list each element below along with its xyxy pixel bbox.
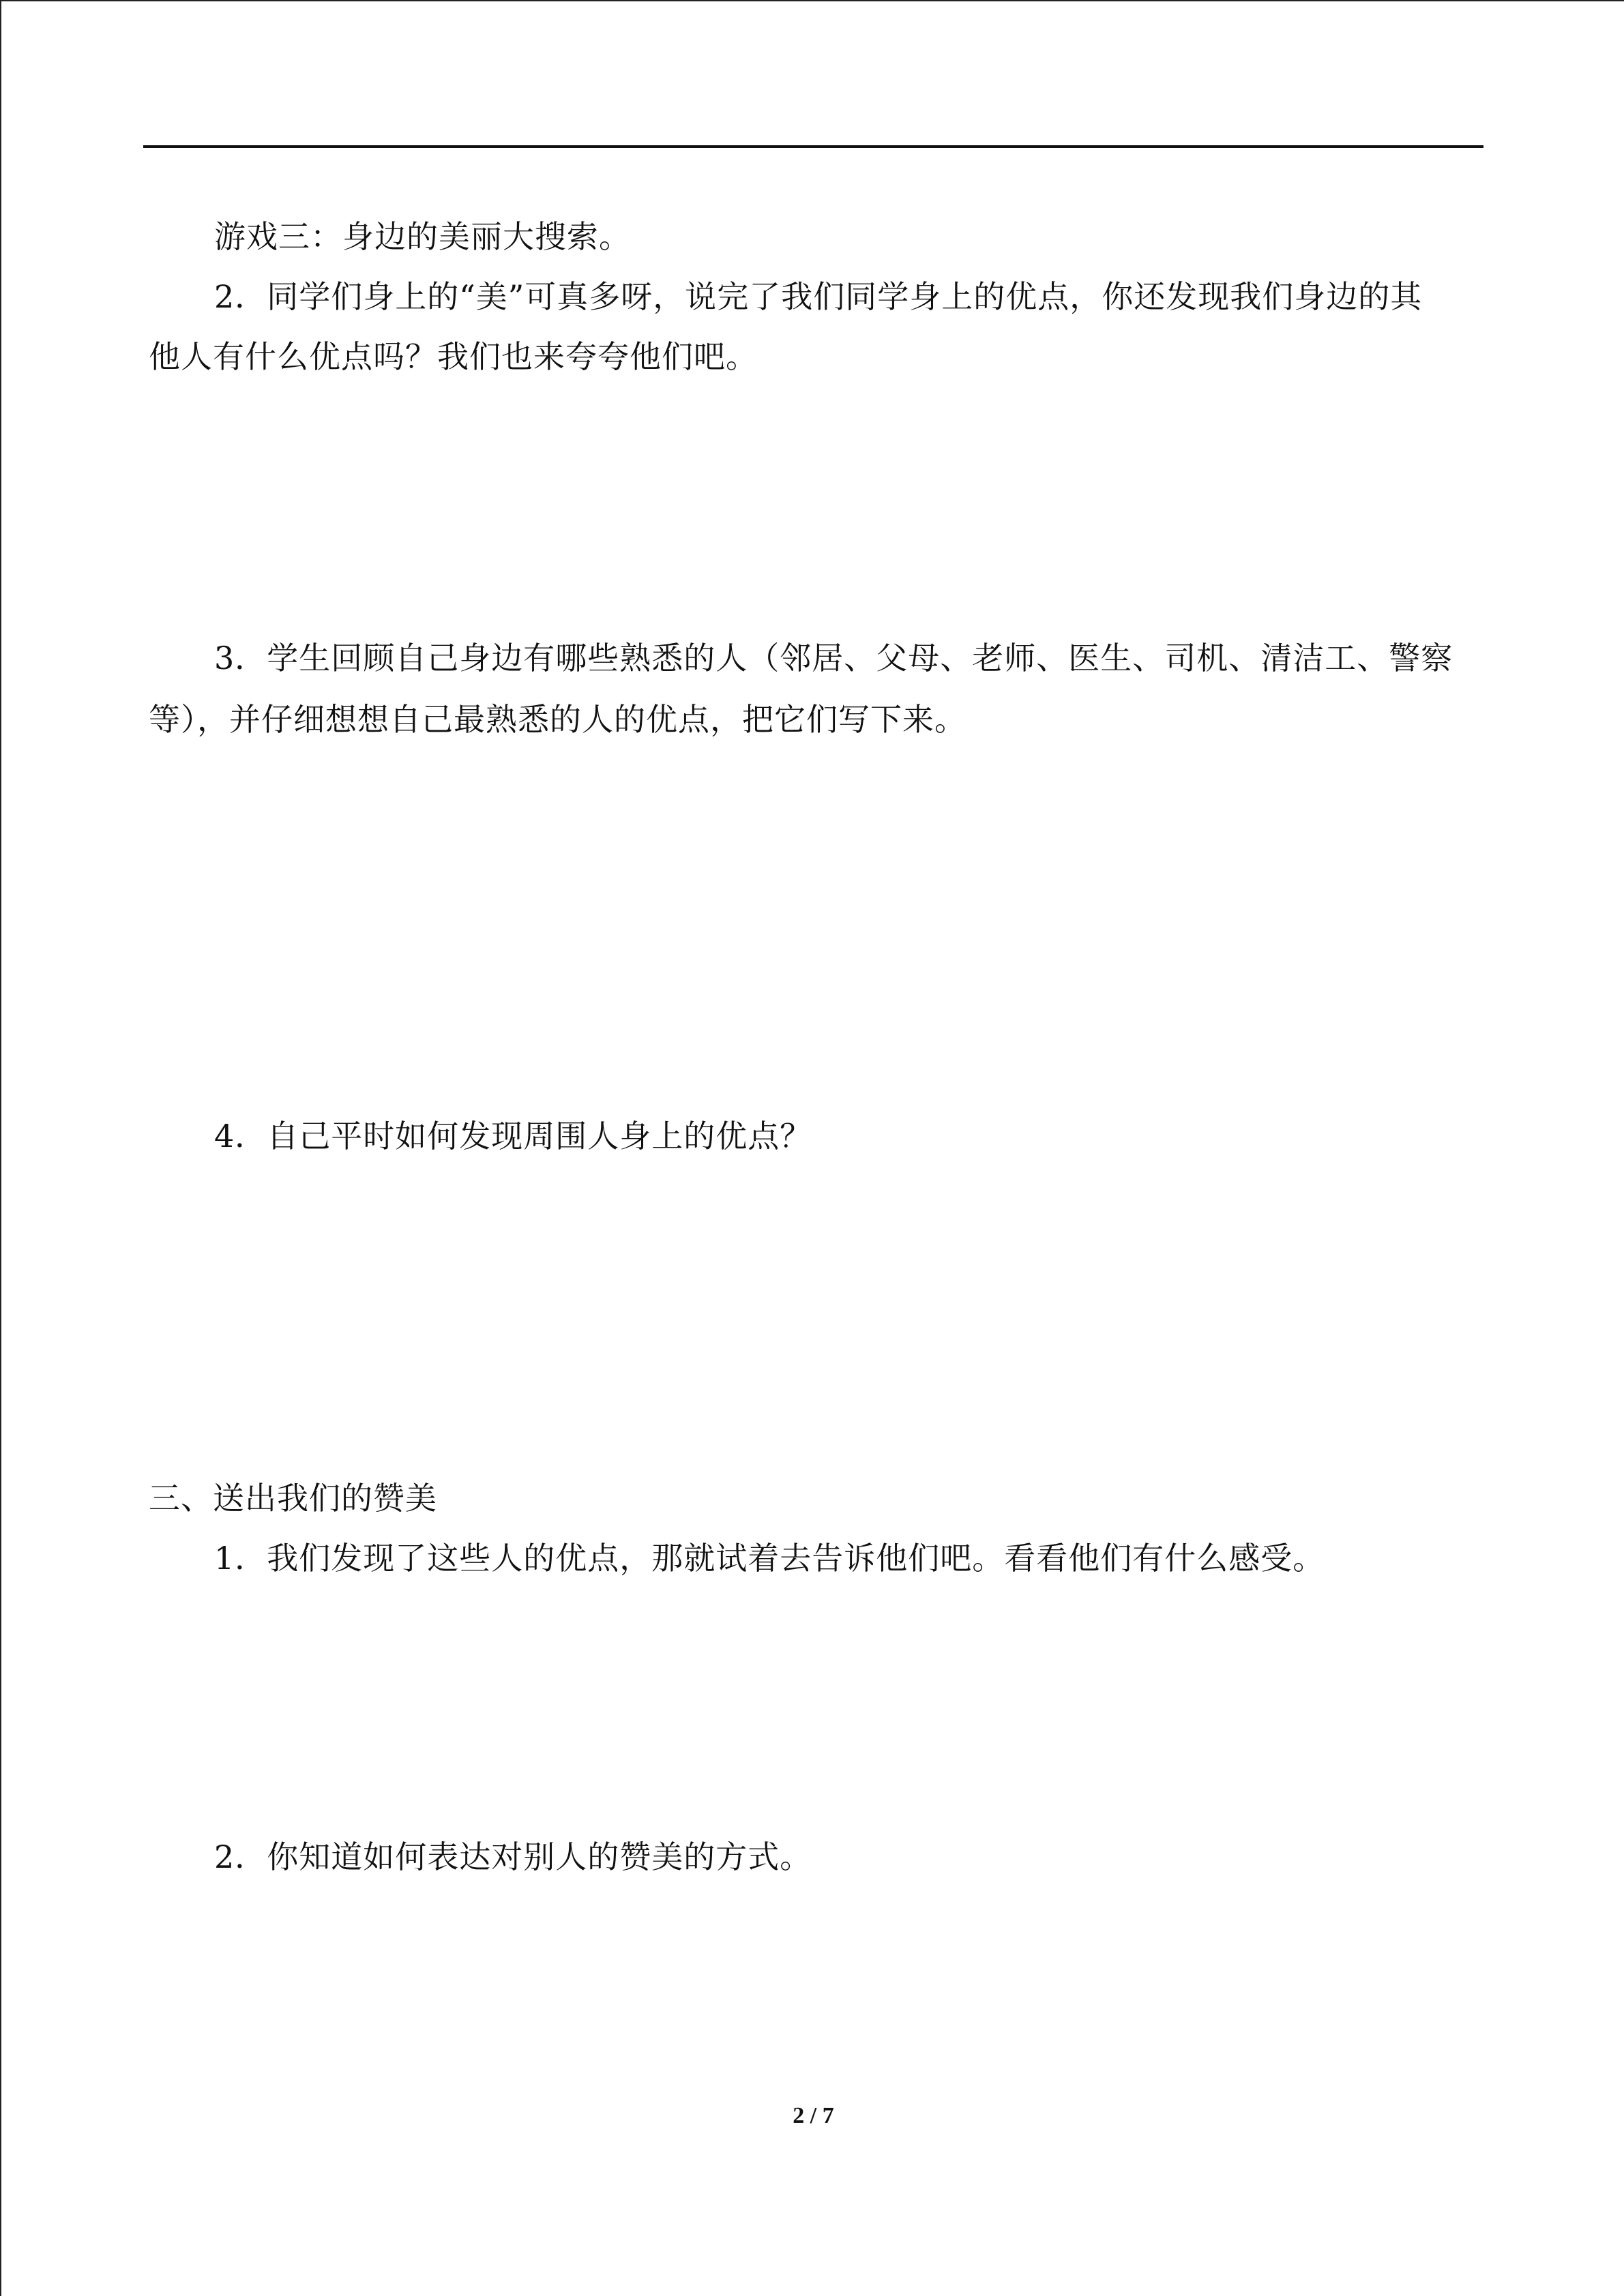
page-number: 2 / 7 (793, 2103, 834, 2128)
header-rule (143, 145, 1483, 148)
question-3-line-1: 3．学生回顾自己身边有哪些熟悉的人（邻居、父母、老师、医生、司机、清洁工、警察 (214, 640, 1453, 676)
question-2-line-1: 2．同学们身上的“美”可真多呀，说完了我们同学身上的优点，你还发现我们身边的其 (214, 278, 1423, 315)
section-3-question-1: 1．我们发现了这些人的优点，那就试着去告诉他们吧。看看他们有什么感受。 (214, 1540, 1325, 1577)
game3-title: 游戏三：身边的美丽大搜索。 (214, 218, 631, 255)
question-4: 4．自己平时如何发现周围人身上的优点？ (214, 1118, 812, 1154)
question-2-line-2: 他人有什么优点吗？我们也来夸夸他们吧。 (149, 338, 758, 375)
section-3-question-2: 2．你知道如何表达对别人的赞美的方式。 (214, 1838, 812, 1875)
section-3-title: 三、送出我们的赞美 (149, 1480, 437, 1517)
question-3-line-2: 等），并仔细想想自己最熟悉的人的优点，把它们写下来。 (149, 701, 966, 738)
